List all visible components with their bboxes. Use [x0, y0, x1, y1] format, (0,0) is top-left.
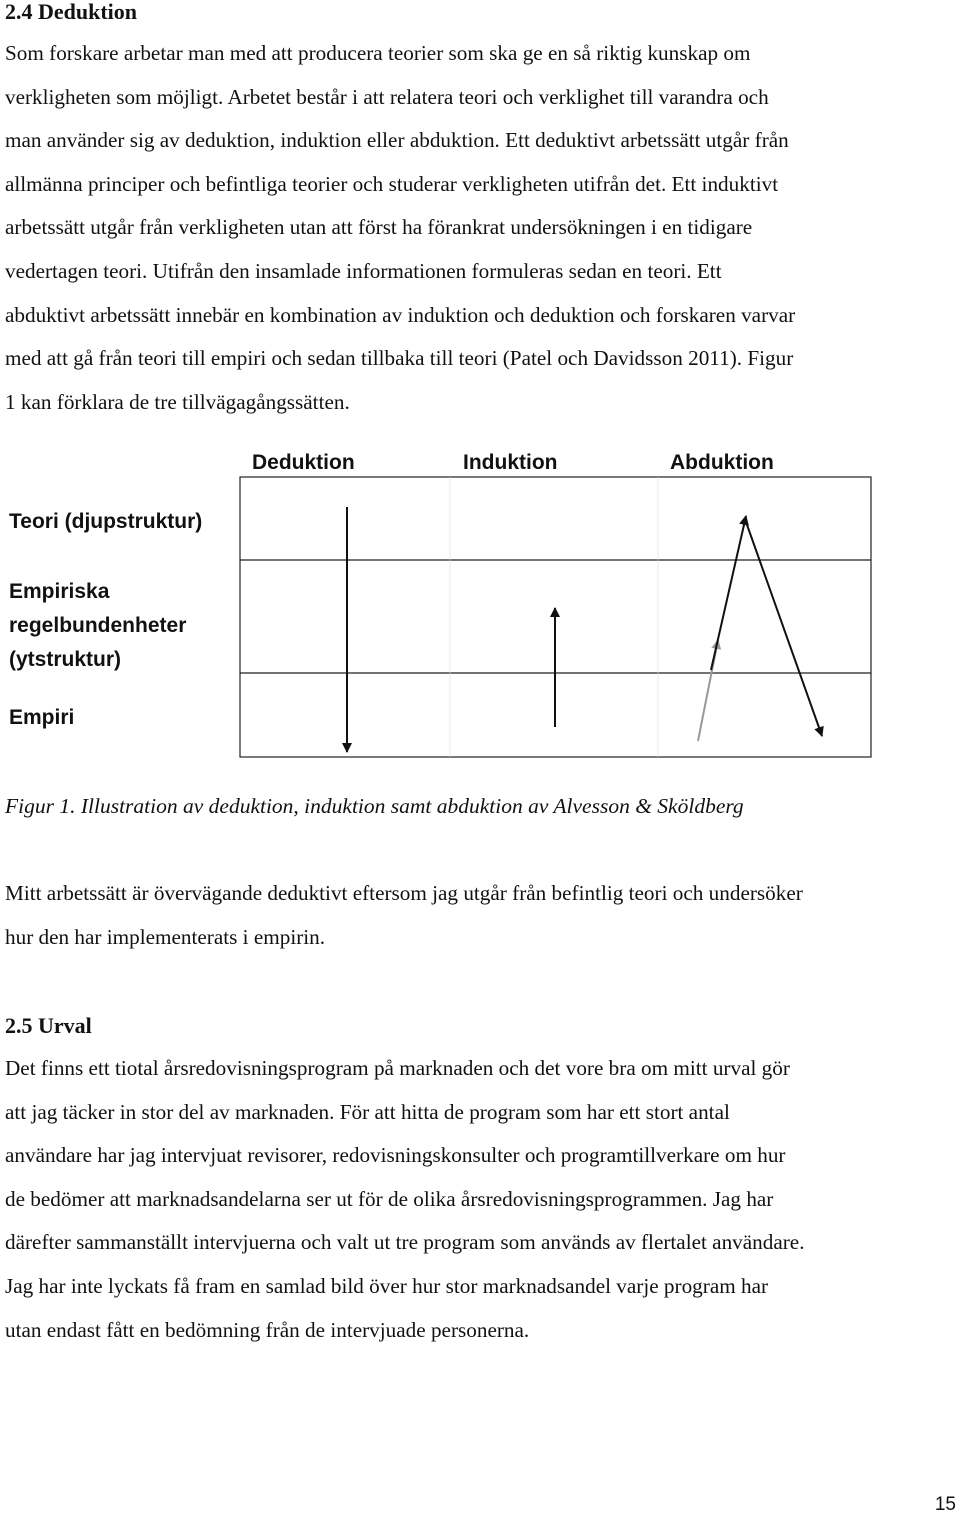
text-line: man använder sig av deduktion, induktion eller abduktion. Ett deduktivt arbetssätt utgår från [5, 128, 789, 153]
text-line: med att gå från teori till empiri och sedan tillbaka till teori (Patel och Davidsson 2011). Figur [5, 346, 794, 371]
text-line: abduktivt arbetssätt innebär en kombination av induktion och deduktion och forskaren varvar [5, 302, 796, 327]
text-line: Jag har inte lyckats få fram en samlad bild över hur stor marknadsandel varje program har [5, 1273, 769, 1298]
row-label-empiri: Empiri [9, 706, 75, 729]
text-line: 1 kan förklara de tre tillvägagångssätten. [5, 389, 350, 414]
text-line: de bedömer att marknadsandelarna ser ut för de olika årsredovisningsprogrammen. Jag har [5, 1186, 774, 1211]
column-header-induktion: Induktion [463, 451, 558, 474]
abduction-arrow-up [711, 516, 746, 670]
text-line: därefter sammanställt intervjuerna och valt ut tre program som används av flertalet användare. [5, 1230, 805, 1255]
text-line: att jag täcker in stor del av marknaden. För att hitta de program som har ett stort antal [5, 1099, 730, 1124]
row-label-teori: Teori (djupstruktur) [9, 510, 203, 533]
text-line: arbetssätt utgår från verkligheten utan att först ha förankrat undersökningen i en tidigare [5, 215, 753, 240]
text-line: hur den har implementerats i empirin. [5, 924, 326, 949]
section-heading-deduktion: 2.4 Deduktion [5, 0, 138, 24]
text-line: verkligheten som möjligt. Arbetet består i att relatera teori och verklighet till varandra och [5, 84, 769, 109]
row-label-empiriska-1: Empiriska [9, 580, 110, 603]
text-line: Som forskare arbetar man med att producera teorier som ska ge en så riktig kunskap om [5, 41, 751, 65]
paragraph-arbetssatt [5, 872, 960, 959]
figure-caption: Figur 1. Illustration av deduktion, induktion samt abduktion av Alvesson & Sköldberg [5, 794, 744, 818]
column-header-deduktion: Deduktion [252, 451, 355, 474]
text-line: användare har jag intervjuat revisorer, redovisningskonsulter och programtillverkare om hur [5, 1143, 786, 1168]
figure-deduction-induction-abduction [0, 440, 960, 770]
text-line: utan endast fått en bedömning från de intervjuade personerna. [5, 1317, 530, 1342]
abduction-arrow-down [746, 522, 822, 736]
text-line: Mitt arbetssätt är övervägande deduktivt eftersom jag utgår från befintlig teori och undersöker [5, 881, 803, 905]
column-header-abduktion: Abduktion [670, 451, 774, 474]
text-line: Det finns ett tiotal årsredovisningsprogram på marknaden och det vore bra om mitt urval gör [5, 1056, 790, 1080]
text-line: vedertagen teori. Utifrån den insamlade informationen formuleras sedan en teori. Ett [5, 258, 722, 283]
paragraph-deduktion [5, 32, 960, 424]
row-label-empiriska-3: (ytstruktur) [9, 648, 122, 671]
text-line: allmänna principer och befintliga teorier och studerar verkligheten utifrån det. Ett induktivt [5, 171, 779, 196]
row-label-empiriska-2: regelbundenheter [9, 614, 187, 637]
paragraph-urval [5, 1047, 960, 1352]
section-heading-urval: 2.5 Urval [5, 1013, 92, 1038]
page-number: 15 [934, 1494, 956, 1515]
